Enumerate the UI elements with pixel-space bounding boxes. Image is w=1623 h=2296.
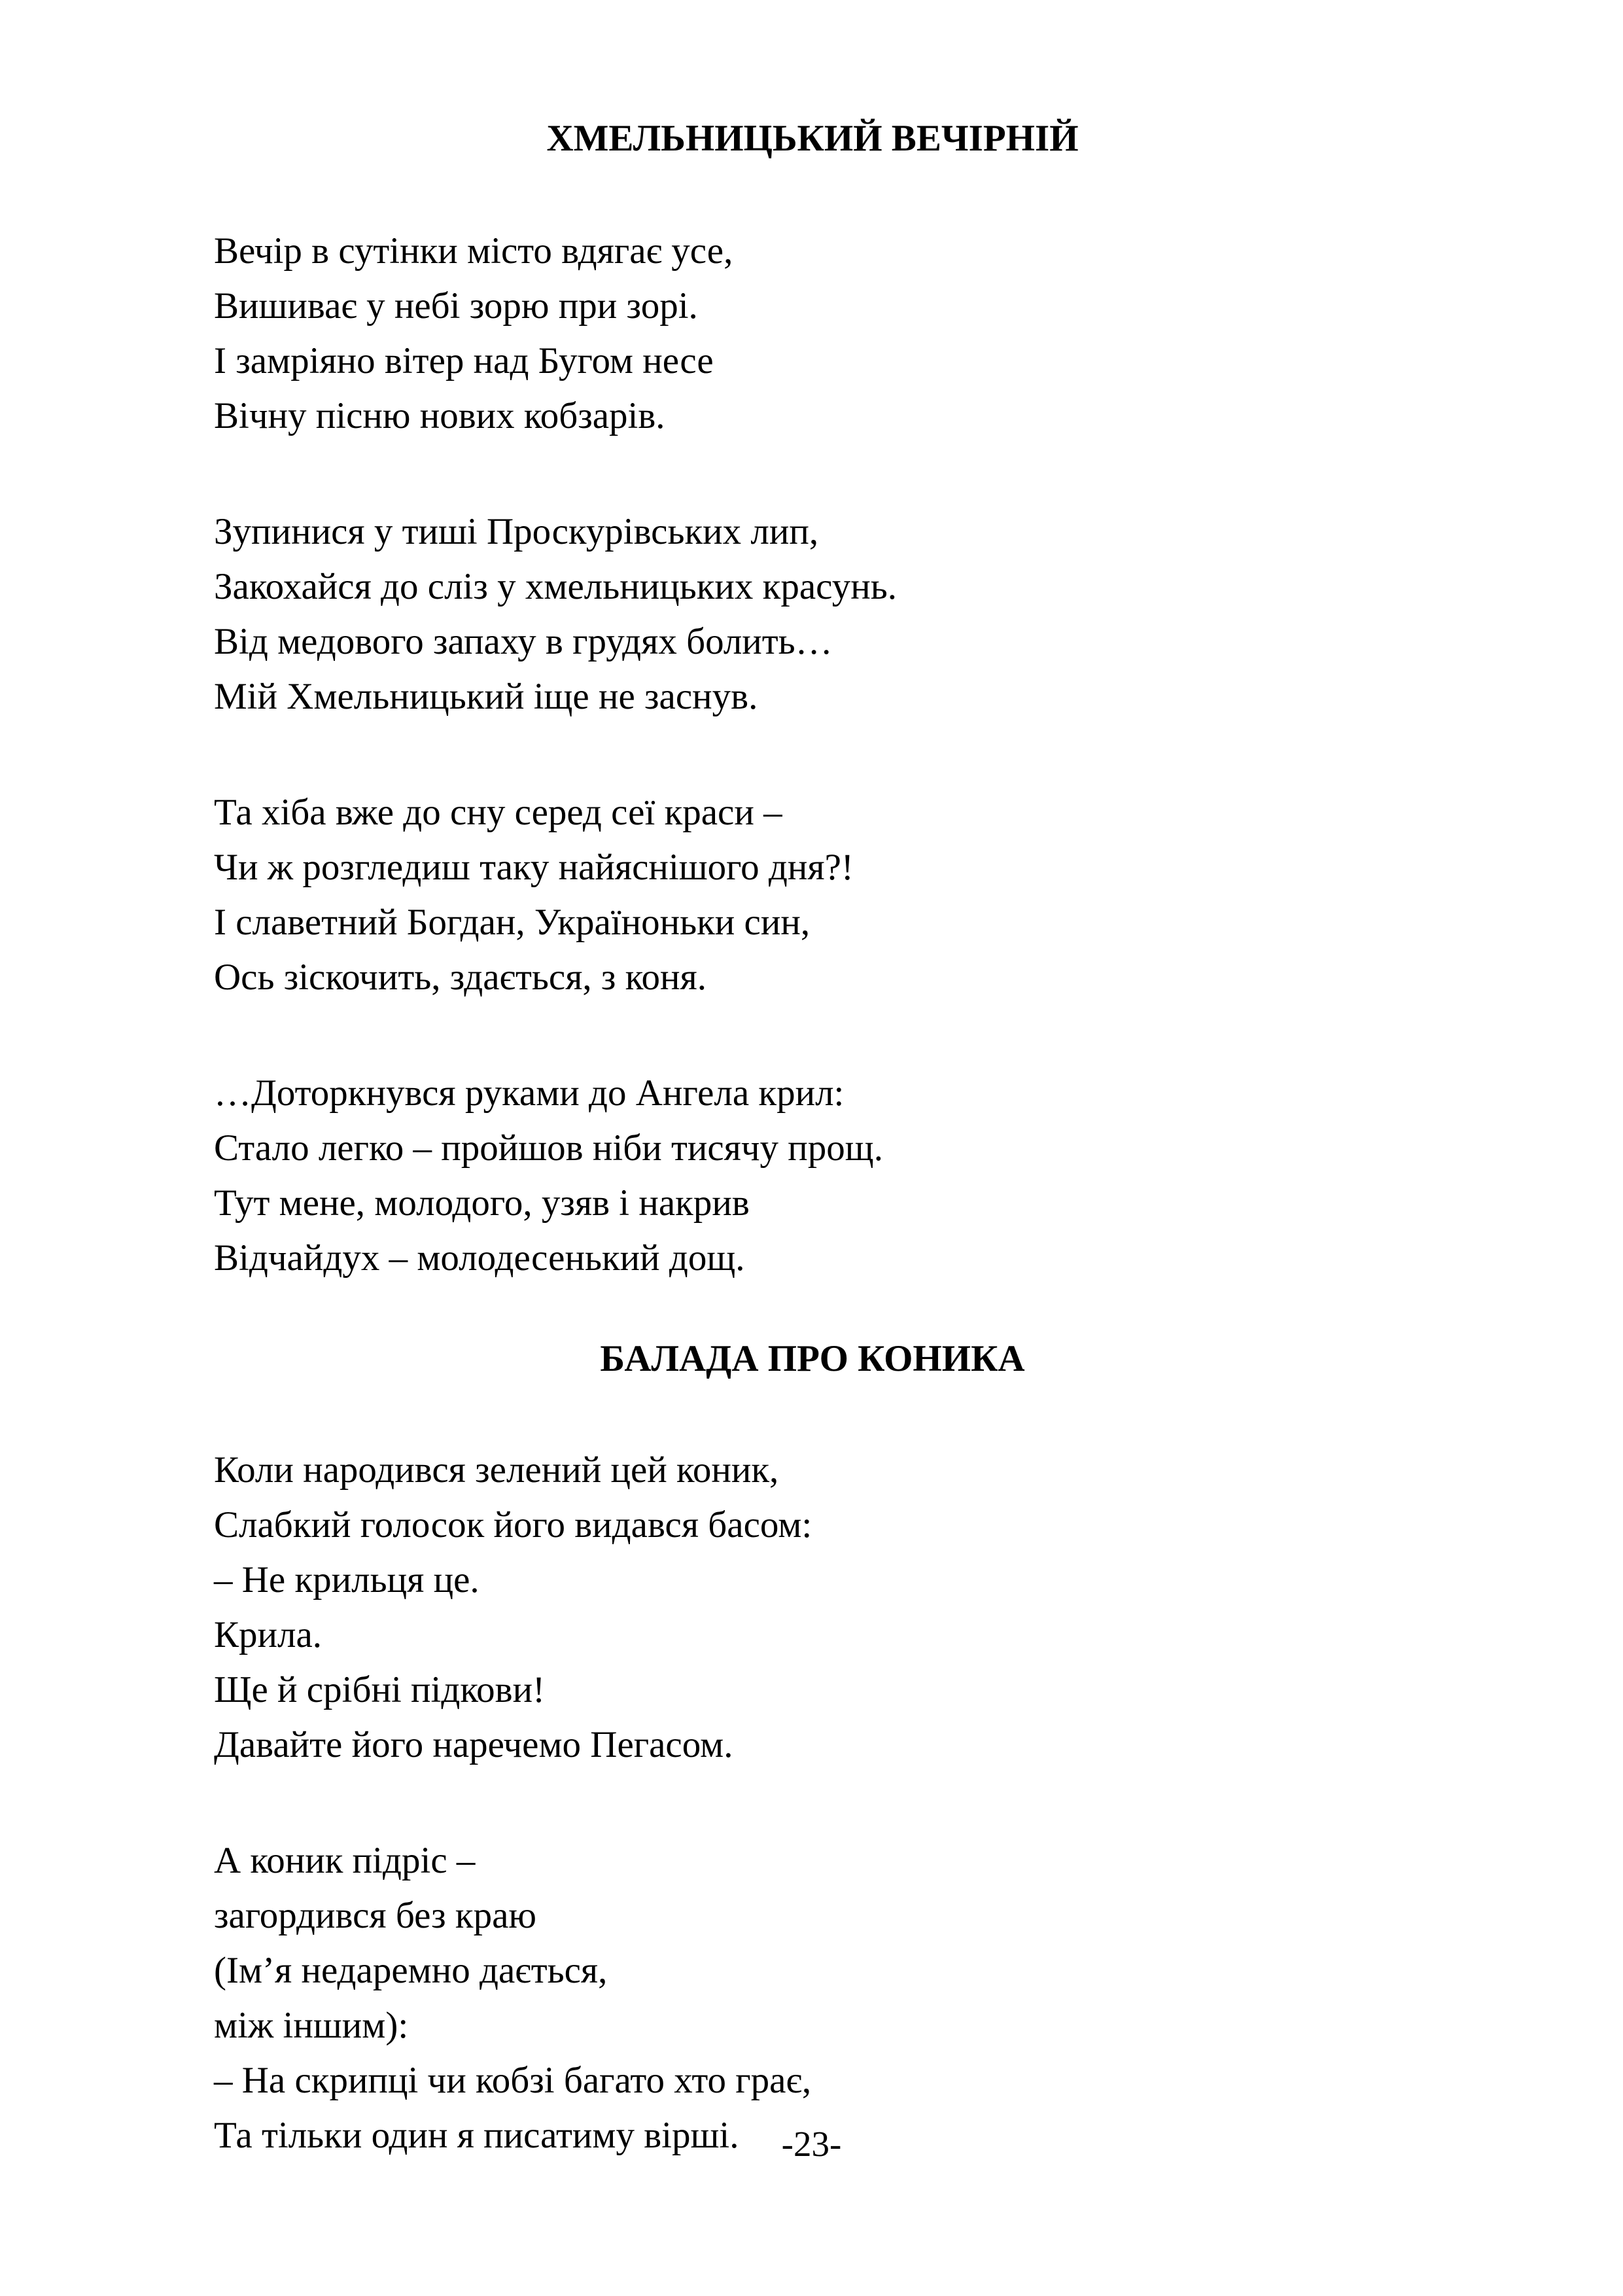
poem-line: Вічну пісню нових кобзарів. — [214, 395, 665, 436]
stanza — [214, 1066, 1411, 1286]
poem-line: Закохайся до сліз у хмельницьких красунь. — [214, 566, 897, 607]
stanza — [214, 785, 1411, 1005]
stanza — [214, 1443, 1411, 1773]
poem-line: – Не крильця це. — [214, 1559, 480, 1600]
poem-khmelnytskyi-vechirnii — [214, 111, 1411, 1286]
poem-line: Вечір в сутінки місто вдягає усе, — [214, 230, 733, 272]
poem-line: – На скрипці чи кобзі багато хто грає, — [214, 2060, 812, 2101]
poem-line: Від медового запаху в грудях болить… — [214, 621, 833, 662]
poem-line: Ще й срібні підкови! — [214, 1669, 546, 1710]
poem-line: Слабкий голосок його видався басом: — [214, 1504, 812, 1545]
poem-line: Крила. — [214, 1614, 323, 1655]
poem-line: Ось зіскочить, здається, з коня. — [214, 957, 707, 998]
poem-line: Зупинися у тиші Проскурівських лип, — [214, 511, 819, 552]
poem-line: А коник підріс – — [214, 1840, 476, 1881]
poem-line: загордився без краю — [214, 1895, 536, 1936]
poem-line: І замріяно вітер над Бугом несе — [214, 340, 714, 381]
poem-line: І славетний Богдан, Україноньки син, — [214, 902, 811, 943]
stanza — [214, 504, 1411, 724]
poem-line: …Доторкнувся руками до Ангела крил: — [214, 1072, 845, 1114]
poem-balada-pro-konyka — [214, 1332, 1411, 2163]
poem-line: Мій Хмельницький іще не заснув. — [214, 676, 758, 717]
stanza — [214, 224, 1411, 444]
stanza — [214, 1833, 1411, 2163]
poem-line: (Ім’я недаремно дається, — [214, 1950, 608, 1991]
poem-title: БАЛАДА ПРО КОНИКА — [600, 1338, 1025, 1379]
page-content — [214, 111, 1411, 2163]
poem-line: Чи ж розгледиш таку найяснішого дня?! — [214, 847, 854, 888]
poem-line: Тут мене, молодого, узяв і накрив — [214, 1182, 750, 1224]
poem-title: ХМЕЛЬНИЦЬКИЙ ВЕЧІРНІЙ — [546, 118, 1079, 159]
page-number: -23- — [781, 2124, 842, 2164]
poem-line: Коли народився зелений цей коник, — [214, 1449, 779, 1491]
poem-line: Та хіба вже до сну серед сеї краси – — [214, 792, 782, 833]
poem-line: між іншим): — [214, 2005, 409, 2046]
poem-line: Відчайдух – молодесенький дощ. — [214, 1237, 745, 1279]
poem-line: Давайте його наречемо Пегасом. — [214, 1724, 733, 1765]
poem-line: Стало легко – пройшов ніби тисячу прощ. — [214, 1127, 883, 1169]
poem-line: Вишиває у небі зорю при зорі. — [214, 285, 698, 327]
poem-line: Та тільки один я писатиму вірші. — [214, 2115, 739, 2156]
